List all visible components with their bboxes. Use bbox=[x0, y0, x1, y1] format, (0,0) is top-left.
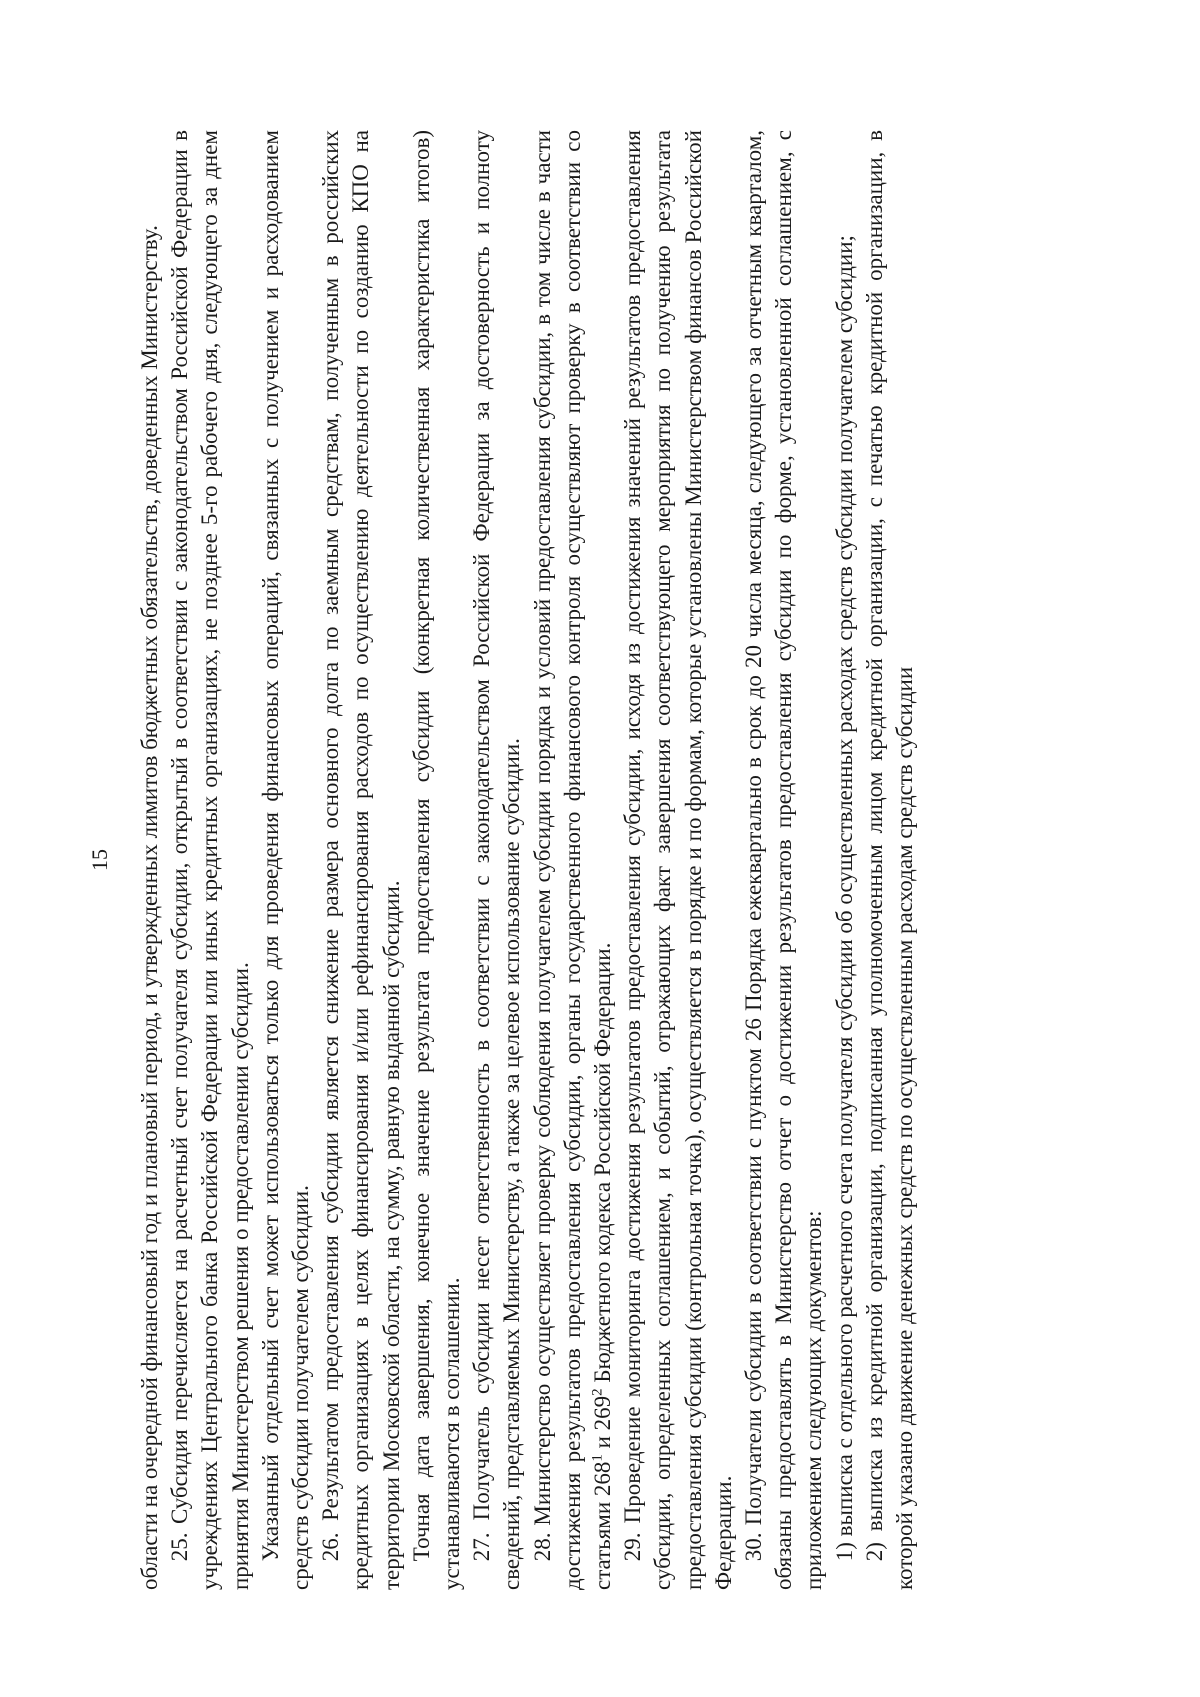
paragraph-25-account: Указанный отдельный счет может использоваться только для проведения финансовых операций, связанных с получением и расходованием средств субсидии получателем субсидии. bbox=[257, 130, 314, 1590]
paragraph-30-item-1: 1) выписка с отдельного расчетного счета получателя субсидии об осуществленных расходах средств субсидии получателем субсидии; bbox=[831, 235, 857, 1562]
paragraph-30: 30. Получатели субсидии в соответствии с пунктом 26 Порядка ежеквартально в срок до 20 числа месяца, следующего за отчетным кварталом, обязаны предоставлять в Министерство отчет о достижении результатов предоставления субсидии по форме, установленной соглашением, с приложением следующих документов: bbox=[741, 130, 827, 1590]
paragraph-28-text: 28. Министерство осуществляет проверку соблюдения получателем субсидии порядка и условий предоставления субсидии, в том числе в части достижения результатов предоставления субсидии, органы государственного финансового контроля осуществляют проверку в соответствии со статьями 268 bbox=[529, 130, 616, 1590]
rotated-page-content bbox=[87, 130, 1035, 1590]
paragraph-27: 27. Получатель субсидии несет ответственность в соответствии с законодательством Российской Федерации за достоверность и полноту сведений, представляемых Министерству, а также за целевое использование субсидии. bbox=[469, 130, 525, 1590]
paragraph-29: 29. Проведение мониторинга достижения результатов предоставления субсидии, исходя из достижения значений результатов предоставления субсидии, определенных соглашением, и событий, отражающих факт завершения соответствующего мероприятия по получению результата предоставления субсидии (контрольная точка), осуществляется в порядке и по формам, которые установлены Министерством финансов Российской Федерации. bbox=[620, 130, 736, 1590]
paragraph-26: 26. Результатом предоставления субсидии является снижение размера основного долга по заемным средствам, полученным в российских кредитных организациях в целях финансирования и/или рефинансирования расходов по осуществлению деятельности по созданию КПО на территории Московской области, на сумму, равную выданной субсидии. bbox=[318, 130, 404, 1590]
paragraph-30-item-2: 2) выписка из кредитной организации, подписанная уполномоченным лицом кредитной организации, с печатью кредитной организации, в которой указано движение денежных средств по осуществленным расходам средств субсидии bbox=[861, 130, 918, 1590]
paragraph-28-tail: Бюджетного кодекса Российской Федерации. bbox=[590, 942, 616, 1389]
paragraph-25: 25. Субсидия перечисляется на расчетный счет получателя субсидии, открытый в соответствии с законодательством Российской Федерации в учреждениях Центрального банка Российской Федерации или иных кредитных организациях, не позднее 5-го рабочего дня, следующего за днем принятия Министерством решения о предоставлении субсидии. bbox=[167, 130, 253, 1590]
paragraph-28 bbox=[528, 130, 619, 1590]
paragraph-28-sup1: 1 bbox=[589, 1454, 606, 1462]
paragraph-continuation: области на очередной финансовый год и плановый период, и утвержденных лимитов бюджетных обязательств, доведенных Министерству. bbox=[137, 225, 162, 1590]
page-number: 15 bbox=[87, 849, 112, 871]
paragraph-28-sup2: 2 bbox=[589, 1388, 606, 1396]
paragraph-28-mid: и 269 bbox=[590, 1395, 616, 1455]
body-text bbox=[135, 130, 920, 1590]
paragraph-26-date: Точная дата завершения, конечное значение результата предоставления субсидии (конкретная количественная характеристика итогов) устанавливаются в соглашении. bbox=[408, 130, 465, 1590]
